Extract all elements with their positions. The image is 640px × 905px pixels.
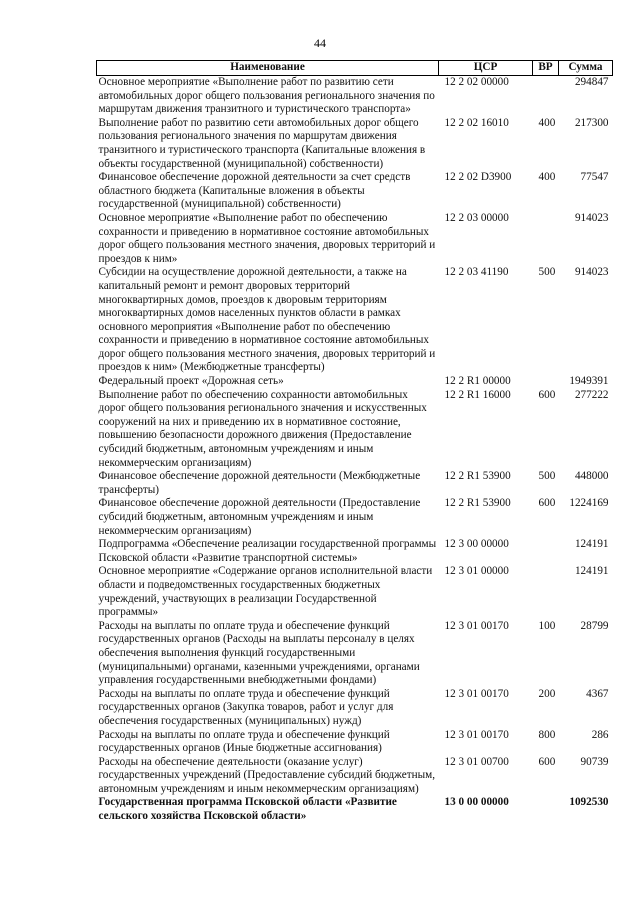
row-csr: 12 3 00 00000 xyxy=(444,538,509,551)
table-row-program-total xyxy=(97,796,613,823)
row-sum: 914023 xyxy=(574,211,609,224)
budget-table xyxy=(96,60,613,824)
row-csr: 12 2 R1 53900 xyxy=(444,470,511,483)
row-sum: 4367 xyxy=(586,687,609,700)
table-row xyxy=(97,729,613,756)
row-csr: 12 3 01 00700 xyxy=(444,755,509,768)
header-sum: Сумма xyxy=(559,61,613,76)
table-row xyxy=(97,375,613,389)
header-csr: ЦСР xyxy=(439,61,533,76)
row-vr xyxy=(533,212,559,266)
row-vr: 400 xyxy=(538,116,556,129)
row-name: Федеральный проект «Дорожная сеть» xyxy=(98,375,284,388)
row-vr xyxy=(533,538,559,565)
row-sum: 277222 xyxy=(574,388,609,401)
header-name: Наименование xyxy=(97,61,439,76)
row-name: Финансовое обеспечение дорожной деятельности за счет средств областного бюджета (Капитальные вложения в объекты государственной (муниципальной) собственности) xyxy=(98,171,411,211)
table-row xyxy=(97,266,613,375)
row-name: Выполнение работ по обеспечению сохранности автомобильных дорог общего пользования регионального значения и искусственных сооружений на них и приведению их в нормативное состояние, повышению безопасности дорожного движения (Предоставление субсидий бюджетным, автономным учреждениям и иным некоммерческим организациям) xyxy=(98,388,427,469)
table-row xyxy=(97,117,613,171)
row-name: Расходы на обеспечение деятельности (оказание услуг) государственных учреждений (Предоставление субсидий бюджетным, автономным учреждениям и иным некоммерческим организациям) xyxy=(98,755,436,795)
row-vr xyxy=(533,375,559,389)
row-name: Государственная программа Псковской области «Развитие сельского хозяйства Псковской области» xyxy=(98,796,397,823)
row-vr: 100 xyxy=(538,619,556,632)
row-vr: 600 xyxy=(538,497,556,510)
row-sum: 124191 xyxy=(574,565,609,578)
row-sum: 217300 xyxy=(574,116,609,129)
row-name: Подпрограмма «Обеспечение реализации государственной программы Псковской области «Развитие транспортной системы» xyxy=(98,538,437,564)
row-vr: 600 xyxy=(538,755,556,768)
row-csr: 12 2 R1 00000 xyxy=(444,375,511,388)
row-csr: 12 2 R1 53900 xyxy=(444,497,511,510)
row-vr: 500 xyxy=(538,470,556,483)
row-name: Основное мероприятие «Содержание органов исполнительной власти области и подведомственных государственных бюджетных учреждений, участвующих в реализации Государственной программы» xyxy=(98,565,433,619)
row-vr: 400 xyxy=(538,171,556,184)
row-sum: 1092530 xyxy=(569,796,609,809)
row-csr: 12 2 02 16010 xyxy=(444,116,509,129)
row-csr: 12 3 01 00170 xyxy=(444,619,509,632)
row-name: Расходы на выплаты по оплате труда и обеспечение функций государственных органов (Закупка товаров, работ и услуг для обеспечения государственных (муниципальных) нужд) xyxy=(98,687,394,727)
row-name: Финансовое обеспечение дорожной деятельности (Предоставление субсидий бюджетным, автономным учреждениям и иным некоммерческим организациям) xyxy=(98,497,421,537)
table-row xyxy=(97,76,613,117)
row-name: Основное мероприятие «Выполнение работ по развитию сети автомобильных дорог общего пользования регионального значения по маршрутам движения транзитного и туристического транспорта» xyxy=(98,76,435,116)
row-sum: 124191 xyxy=(574,538,609,551)
row-name: Основное мероприятие «Выполнение работ по обеспечению сохранности и приведению в нормативное состояние автомобильных дорог общего пользования местного значения, дворовых территорий и проездов к ним» xyxy=(98,211,436,265)
row-sum: 286 xyxy=(591,728,609,741)
row-vr xyxy=(533,76,559,117)
table-row xyxy=(97,756,613,797)
row-sum: 1949391 xyxy=(569,375,609,388)
row-csr: 13 0 00 00000 xyxy=(444,796,509,809)
row-csr: 12 2 02 00000 xyxy=(444,76,509,88)
row-vr: 800 xyxy=(538,728,556,741)
row-csr: 12 2 03 41190 xyxy=(444,266,509,279)
row-name: Субсидии на осуществление дорожной деятельности, а также на капитальный ремонт и ремонт дворовых территорий многоквартирных домов, проездов к дворовым территориям многоквартирных домов населенных пунктов области в рамках основного мероприятия «Выполнение работ по обеспечению сохранности и приведению в нормативное состояние автомобильных дорог общего пользования местного значения, дворовых территорий и проездов к ним» (Межбюджетные трансферты) xyxy=(98,266,436,374)
table-header-row xyxy=(97,61,613,76)
row-sum: 294847 xyxy=(574,76,609,88)
row-sum: 1224169 xyxy=(569,497,609,510)
row-sum: 90739 xyxy=(580,755,609,768)
table-row xyxy=(97,688,613,729)
table-row xyxy=(97,565,613,619)
table-row xyxy=(97,171,613,212)
header-vr: ВР xyxy=(533,61,559,76)
row-vr: 500 xyxy=(538,266,556,279)
row-vr xyxy=(533,796,559,823)
table-row xyxy=(97,470,613,497)
row-name: Расходы на выплаты по оплате труда и обеспечение функций государственных органов (Иные бюджетные ассигнования) xyxy=(98,728,390,755)
table-row xyxy=(97,497,613,538)
table-row xyxy=(97,620,613,688)
table-row xyxy=(97,389,613,471)
row-sum: 448000 xyxy=(574,470,609,483)
table-row xyxy=(97,538,613,565)
page-number: 44 xyxy=(314,36,326,50)
row-csr: 12 2 03 00000 xyxy=(444,211,509,224)
row-vr: 600 xyxy=(538,388,556,401)
row-name: Выполнение работ по развитию сети автомобильных дорог общего пользования регионального значения по маршрутам движения транзитного и туристического транспорта (Капитальные вложения в объекты государственной (муниципальной) собственности) xyxy=(98,116,426,170)
row-vr: 200 xyxy=(538,687,556,700)
row-sum: 28799 xyxy=(580,619,609,632)
row-vr xyxy=(533,565,559,619)
row-csr: 12 2 R1 16000 xyxy=(444,388,511,401)
row-name: Финансовое обеспечение дорожной деятельности (Межбюджетные трансферты) xyxy=(98,470,421,496)
row-csr: 12 2 02 D3900 xyxy=(444,171,512,184)
row-csr: 12 3 01 00170 xyxy=(444,728,509,741)
row-sum: 77547 xyxy=(580,171,609,184)
row-csr: 12 3 01 00000 xyxy=(444,565,509,578)
row-name: Расходы на выплаты по оплате труда и обеспечение функций государственных органов (Расходы на выплаты персоналу в целях обеспечения выполнения функций государственными (муниципальными) органами, казенными учреждениями, органами управления государственными внебюджетными фондами) xyxy=(98,619,420,687)
row-csr: 12 3 01 00170 xyxy=(444,687,509,700)
row-sum: 914023 xyxy=(574,266,609,279)
table-row xyxy=(97,212,613,266)
